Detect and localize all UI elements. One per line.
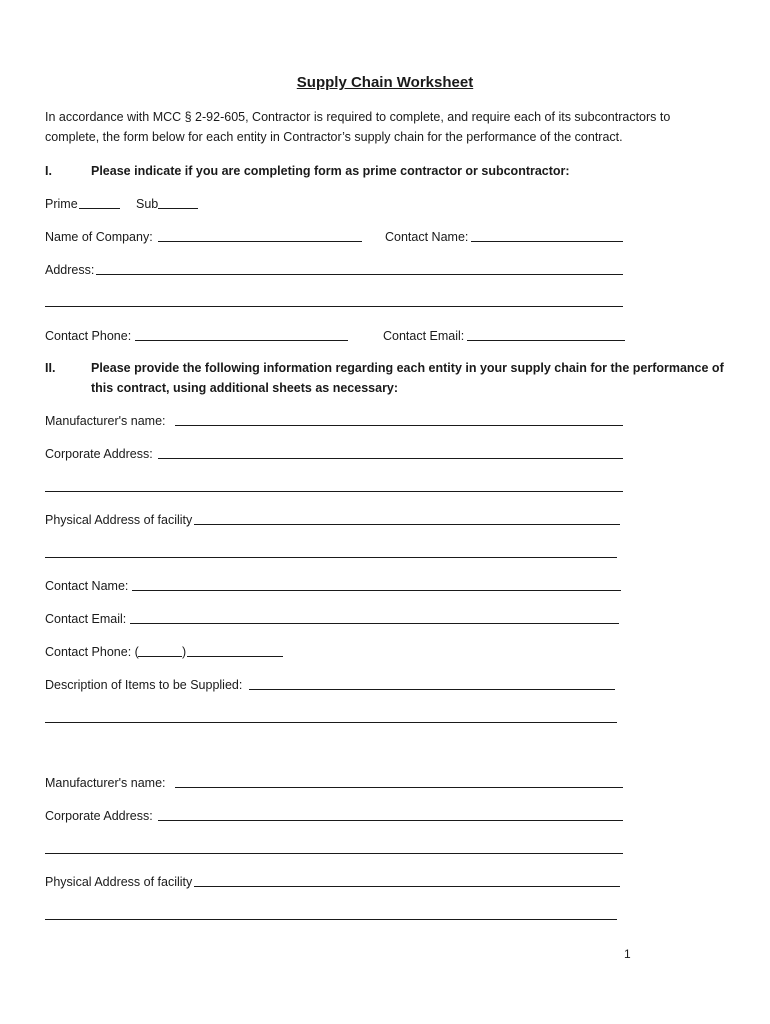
contact-email-label: Contact Email: xyxy=(383,329,465,343)
entity-contact-email-label: Contact Email: xyxy=(45,612,127,626)
entity-contact-phone-field[interactable] xyxy=(187,656,283,657)
description-label: Description of Items to be Supplied: xyxy=(45,678,243,692)
physical-address-field-2[interactable] xyxy=(194,886,620,887)
contact-phone-label: Contact Phone: xyxy=(45,329,132,343)
sub-field[interactable] xyxy=(158,208,198,209)
entity-contact-name-field[interactable] xyxy=(132,590,621,591)
contact-email-field[interactable] xyxy=(467,340,625,341)
corporate-address-field-2-line-2[interactable] xyxy=(45,853,623,854)
address-field-line-2[interactable] xyxy=(45,306,623,307)
description-field[interactable] xyxy=(249,689,615,690)
page-number: 1 xyxy=(624,947,631,961)
manufacturer-name-label: Manufacturer's name: xyxy=(45,414,166,428)
section-2-heading-line-2: this contract, using additional sheets as necessary: xyxy=(91,381,399,395)
physical-address-field[interactable] xyxy=(194,524,620,525)
corporate-address-field[interactable] xyxy=(158,458,623,459)
contact-name-label: Contact Name: xyxy=(385,230,469,244)
manufacturer-name-label-2: Manufacturer's name: xyxy=(45,776,166,790)
sub-label: Sub xyxy=(136,197,159,211)
corporate-address-label: Corporate Address: xyxy=(45,447,153,461)
corporate-address-field-2[interactable] xyxy=(158,820,623,821)
corporate-address-field-line-2[interactable] xyxy=(45,491,623,492)
prime-label: Prime xyxy=(45,197,78,211)
manufacturer-name-field[interactable] xyxy=(175,425,623,426)
address-field[interactable] xyxy=(96,274,623,275)
section-1-heading: Please indicate if you are completing form as prime contractor or subcontractor: xyxy=(91,164,570,178)
company-name-field[interactable] xyxy=(158,241,362,242)
prime-field[interactable] xyxy=(79,208,120,209)
company-name-label: Name of Company: xyxy=(45,230,153,244)
address-label: Address: xyxy=(45,263,95,277)
area-code-field[interactable] xyxy=(138,656,182,657)
physical-address-label: Physical Address of facility xyxy=(45,513,193,527)
contact-phone-field[interactable] xyxy=(135,340,348,341)
entity-contact-phone-label: Contact Phone: ( xyxy=(45,645,139,659)
section-2-heading-line-1: Please provide the following information regarding each entity in your supply chain for the performance of xyxy=(91,361,724,375)
contact-name-field[interactable] xyxy=(471,241,623,242)
corporate-address-label-2: Corporate Address: xyxy=(45,809,153,823)
page-title: Supply Chain Worksheet xyxy=(296,74,474,91)
entity-contact-email-field[interactable] xyxy=(130,623,619,624)
physical-address-field-2-line-2[interactable] xyxy=(45,919,617,920)
manufacturer-name-field-2[interactable] xyxy=(175,787,623,788)
section-2-number: II. xyxy=(45,361,56,375)
area-code-close-paren: ) xyxy=(182,645,187,659)
physical-address-field-line-2[interactable] xyxy=(45,557,617,558)
description-field-line-2[interactable] xyxy=(45,722,617,723)
intro-paragraph: In accordance with MCC § 2-92-605, Contractor is required to complete, and require each of its subcontractors to complete, the form below for each entity in Contractor’s supply chain for the performance of the contract. xyxy=(45,110,671,144)
entity-contact-name-label: Contact Name: xyxy=(45,579,129,593)
section-1-number: I. xyxy=(45,164,52,178)
physical-address-label-2: Physical Address of facility xyxy=(45,875,193,889)
